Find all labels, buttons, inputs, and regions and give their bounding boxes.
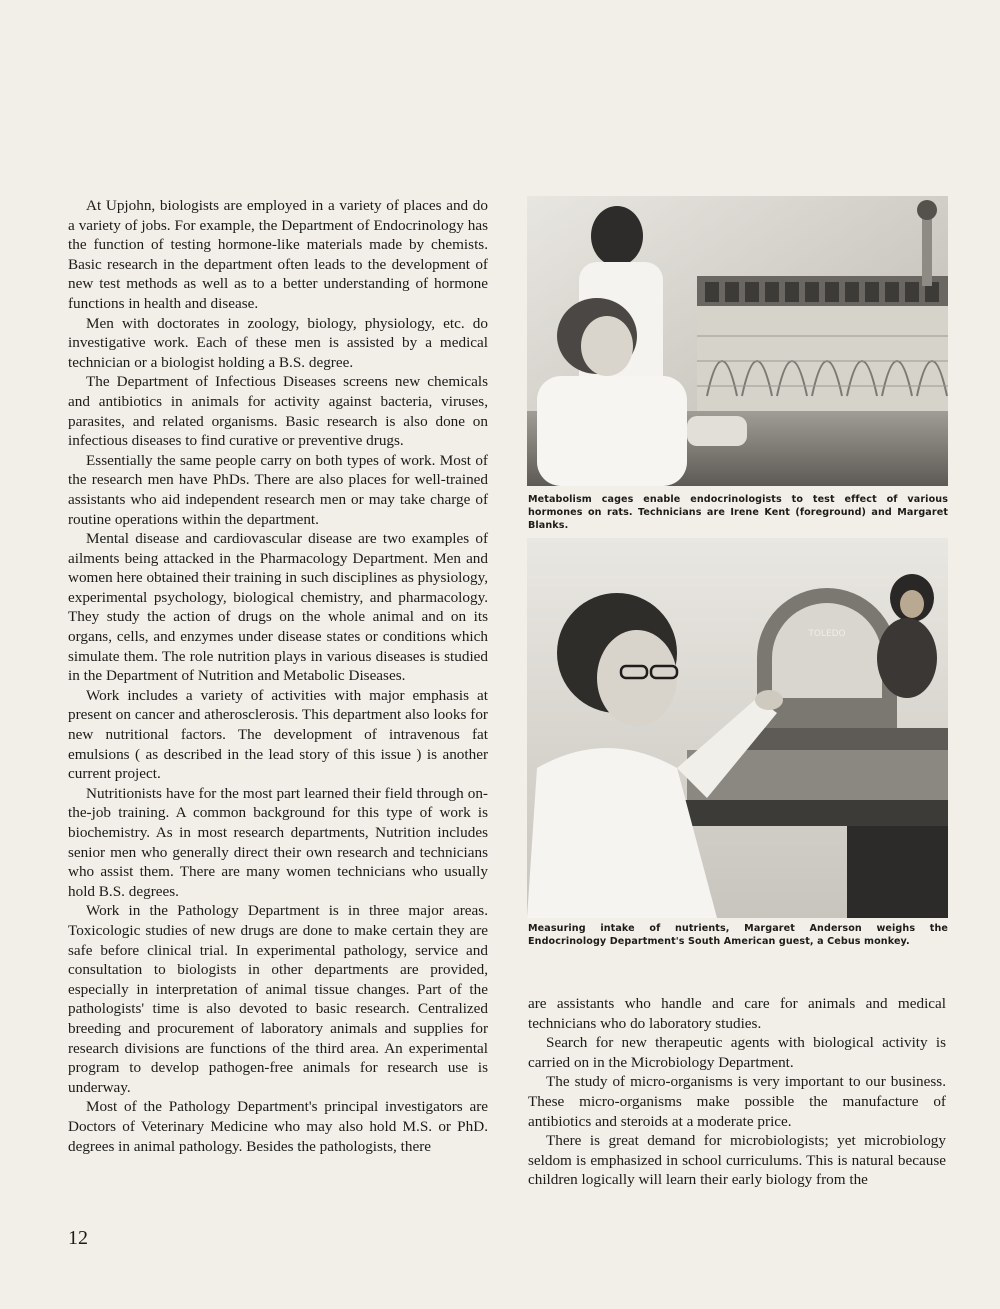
right-text-column <box>528 994 946 1190</box>
paragraph: The study of micro-organisms is very important to our business. These micro-organisms make possible the manufacture of antibiotics and steroids at a moderate price. <box>528 1073 946 1130</box>
photo-caption: Measuring intake of nutrients, Margaret Anderson weighs the Endocrinology Department's South American guest, a Cebus monkey. <box>528 923 948 947</box>
paragraph: There is great demand for microbiologists; yet microbiology seldom is emphasized in school curriculums. This is natural because children logically will learn their early biology from the <box>528 1132 946 1189</box>
paragraph: Most of the Pathology Department's principal investigators are Doctors of Veterinary Medicine who may also hold M.S. or PhD. degrees in animal pathology. Besides the pathologists, there <box>68 1098 488 1155</box>
scale-brand-label: TOLEDO <box>808 629 846 639</box>
paragraph: Nutritionists have for the most part learned their field through on-the-job training. A common background for this type of work is biochemistry. As in most research departments, Nutrition includes senior men who generally direct their own research and technicians who assist them. There are many women technicians who usually hold B.S. degrees. <box>68 784 488 900</box>
paragraph: Work includes a variety of activities with major emphasis at present on cancer and atherosclerosis. This department also looks for new nutritional factors. The development of intravenous fat emulsions ( as described in the lead story of this issue ) is another current project. <box>68 686 488 783</box>
paragraph: Mental disease and cardiovascular disease are two examples of ailments being attacked in the Pharmacology Department. Men and women here obtained their training in such disciplines as physiology, experimental psychology, biological chemistry, and pharmacology. They study the action of drugs on the whole animal and on its organs, cells, and enzymes under disease states or conditions which simulate them. The role nutrition plays in various diseases is studied in the Department of Nutrition and Metabolic Diseases. <box>68 530 488 685</box>
paragraph: Essentially the same people carry on both types of work. Most of the research men have PhDs. There are also places for well-trained assistants who aid independent research men or may take charge of routine operations within the department. <box>68 451 488 528</box>
left-text-column <box>68 196 488 1156</box>
page-number: 12 <box>68 1227 88 1249</box>
paragraph: Men with doctorates in zoology, biology, physiology, etc. do investigative work. Each of these men is assisted by a medical technician or a biologist holding a B.S. degree. <box>68 314 488 371</box>
monkey-scale-photo <box>527 538 948 918</box>
paragraph: The Department of Infectious Diseases screens new chemicals and antibiotics in animals for activity against bacteria, viruses, parasites, and related organisms. Basic research is also done on infectious diseases to find curative or preventive drugs. <box>68 373 488 450</box>
paragraph: Work in the Pathology Department is in three major areas. Toxicologic studies of new drugs are done to make certain they are safe before clinical trial. In experimental pathology, service and consultation to biologists in other departments are provided, especially in interpretation of animal tissue changes. Part of the pathologists' time is also devoted to basic research. Centralized breeding and procurement of laboratory animals and supplies for research divisions are functions of the third area. An experimental program to develop pathogen-free animals for research use is underway. <box>68 902 488 1096</box>
paragraph: At Upjohn, biologists are employed in a variety of places and do a variety of jobs. For example, the Department of Endocrinology has the function of testing hormone-like materials made by chemists. Basic research in the department often leads to the development of new test methods as well as to a better understanding of hormone functions in health and disease. <box>68 197 488 312</box>
metabolism-cages-photo <box>527 196 948 486</box>
paragraph: are assistants who handle and care for animals and medical technicians who do laboratory studies. <box>528 995 946 1032</box>
photo-caption: Metabolism cages enable endocrinologists to test effect of various hormones on rats. Technicians are Irene Kent (foreground) and Margaret Blanks. <box>528 494 948 531</box>
paragraph: Search for new therapeutic agents with biological activity is carried on in the Microbiology Department. <box>528 1034 946 1071</box>
